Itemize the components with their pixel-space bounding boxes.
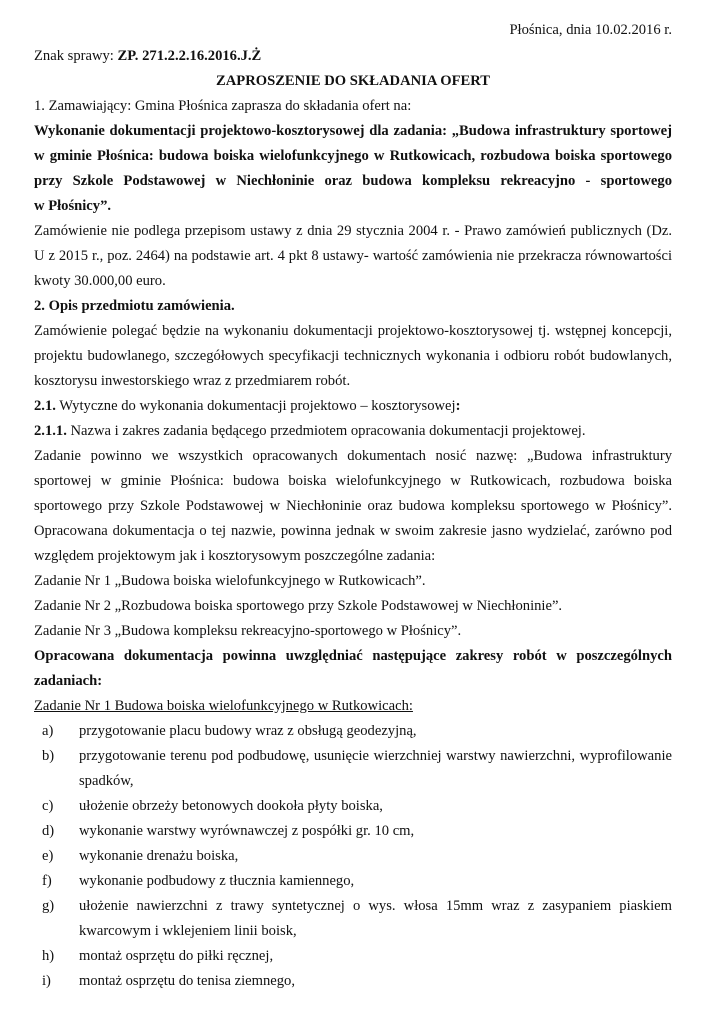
task-item: Zadanie Nr 3 „Budowa kompleksu rekreacyjno-sportowego w Płośnicy”. [34,623,462,639]
list-label: f) [42,873,52,889]
subject-line: w gminie Płośnica: budowa boiska wielofunkcyjnego w Rutkowicach, rozbudowa boiska sportowego [34,148,672,164]
task-description-line: Zadanie powinno we wszystkich opracowanych dokumentach nosić nazwę: „Budowa infrastruktury [34,448,672,464]
section-colon: : [455,398,461,414]
task-description-line: sportowej w gminie Płośnica: budowa boiska wielofunkcyjnego w Rutkowicach, rozbudowa boiska [34,473,672,489]
scope-heading-line: zadaniach: [34,673,103,689]
section-number: 2.1.1. [34,423,67,439]
task-item: Zadanie Nr 1 „Budowa boiska wielofunkcyjnego w Rutkowicach”. [34,573,426,589]
description-line: kosztorysu inwestorskiego wraz z przedmiarem robót. [34,373,351,389]
list-label: h) [42,948,55,964]
legal-note-line: U z 2015 r., poz. 2464) na podstawie art. 4 pkt 8 ustawy- wartość zamówienia nie przekracza równowartości [34,248,672,264]
list-item-text: montaż osprzętu do tenisa ziemnego, [79,973,295,989]
list-label: b) [42,748,55,764]
list-item-text: kwarcowym i wklejeniem linii boisk, [79,923,297,939]
list-item-text: przygotowanie placu budowy wraz z obsługą geodezyjną, [79,723,417,739]
subject-line: przy Szkole Podstawowej w Niechłoninie oraz budowa kompleksu rekreacyjno - sportowego [34,173,672,189]
task-description-line: Opracowana dokumentacja o tej nazwie, powinna jednak w swoim zakresie jasno wydzielać, zarówno pod [34,523,672,539]
case-number: ZP. 271.2.2.16.2016.J.Ż [117,48,262,64]
section-text: Nazwa i zakres zadania będącego przedmiotem opracowania dokumentacji projektowej. [66,423,586,439]
list-item-text: ułożenie nawierzchni z trawy syntetycznej o wys. włosa 15mm wraz z zasypaniem piaskiem [79,898,672,914]
list-label: c) [42,798,54,814]
case-reference [34,47,672,65]
scope-heading-line: Opracowana dokumentacja powinna uwzględniać następujące zakresy robót w poszczególnych [34,648,672,664]
task-1-heading: Zadanie Nr 1 Budowa boiska wielofunkcyjnego w Rutkowicach: [34,698,413,714]
section-text: Wytyczne do wykonania dokumentacji projektowo – kosztorysowej [55,398,456,414]
document-title: ZAPROSZENIE DO SKŁADANIA OFERT [216,73,490,89]
subject-line: w Płośnicy”. [34,198,112,214]
list-label: g) [42,898,55,914]
place-date: Płośnica, dnia 10.02.2016 r. [509,22,672,38]
contracting-authority: 1. Zamawiający: Gmina Płośnica zaprasza do składania ofert na: [34,98,412,114]
list-item-text: wykonanie warstwy wyrównawczej z pospółki gr. 10 cm, [79,823,415,839]
subject-line: Wykonanie dokumentacji projektowo-kosztorysowej dla zadania: „Budowa infrastruktury sportowej [34,123,672,139]
list-item-text: spadków, [79,773,134,789]
list-label: a) [42,723,54,739]
legal-note-line: kwoty 30.000,00 euro. [34,273,166,289]
list-label: e) [42,848,54,864]
list-item-text: montaż osprzętu do piłki ręcznej, [79,948,274,964]
list-item-text: przygotowanie terenu pod podbudowę, usunięcie wierzchniej warstwy nawierzchni, wyprofilowanie [79,748,672,764]
list-label: d) [42,823,55,839]
description-line: projektu budowlanego, szczegółowych specyfikacji technicznych wykonania i odbioru robót budowlanych, [34,348,672,364]
description-line: Zamówienie polegać będzie na wykonaniu dokumentacji projektowo-kosztorysowej tj. wstępnej koncepcji, [34,323,672,339]
list-item-text: wykonanie podbudowy z tłucznia kamiennego, [79,873,355,889]
section-2-1-1-heading [34,422,672,440]
task-description-line: względem projektowym jak i kosztorysowym poszczególne zadania: [34,548,436,564]
legal-note-line: Zamówienie nie podlega przepisom ustawy z dnia 29 stycznia 2004 r. - Prawo zamówień publicznych (Dz. [34,223,672,239]
list-item-text: wykonanie drenażu boiska, [79,848,239,864]
task-description-line: sportowego przy Szkole Podstawowej w Niechłoninie oraz budowa kompleksu sportowego w Płośnicy”. [34,498,672,514]
list-item-text: ułożenie obrzeży betonowych dookoła płyty boiska, [79,798,383,814]
section-number: 2.1. [34,398,56,414]
section-2-1-heading [34,397,672,415]
section-2-heading: 2. Opis przedmiotu zamówienia. [34,298,235,314]
case-label: Znak sprawy: [34,48,118,64]
list-label: i) [42,973,51,989]
task-item: Zadanie Nr 2 „Rozbudowa boiska sportowego przy Szkole Podstawowej w Niechłoninie”. [34,598,563,614]
